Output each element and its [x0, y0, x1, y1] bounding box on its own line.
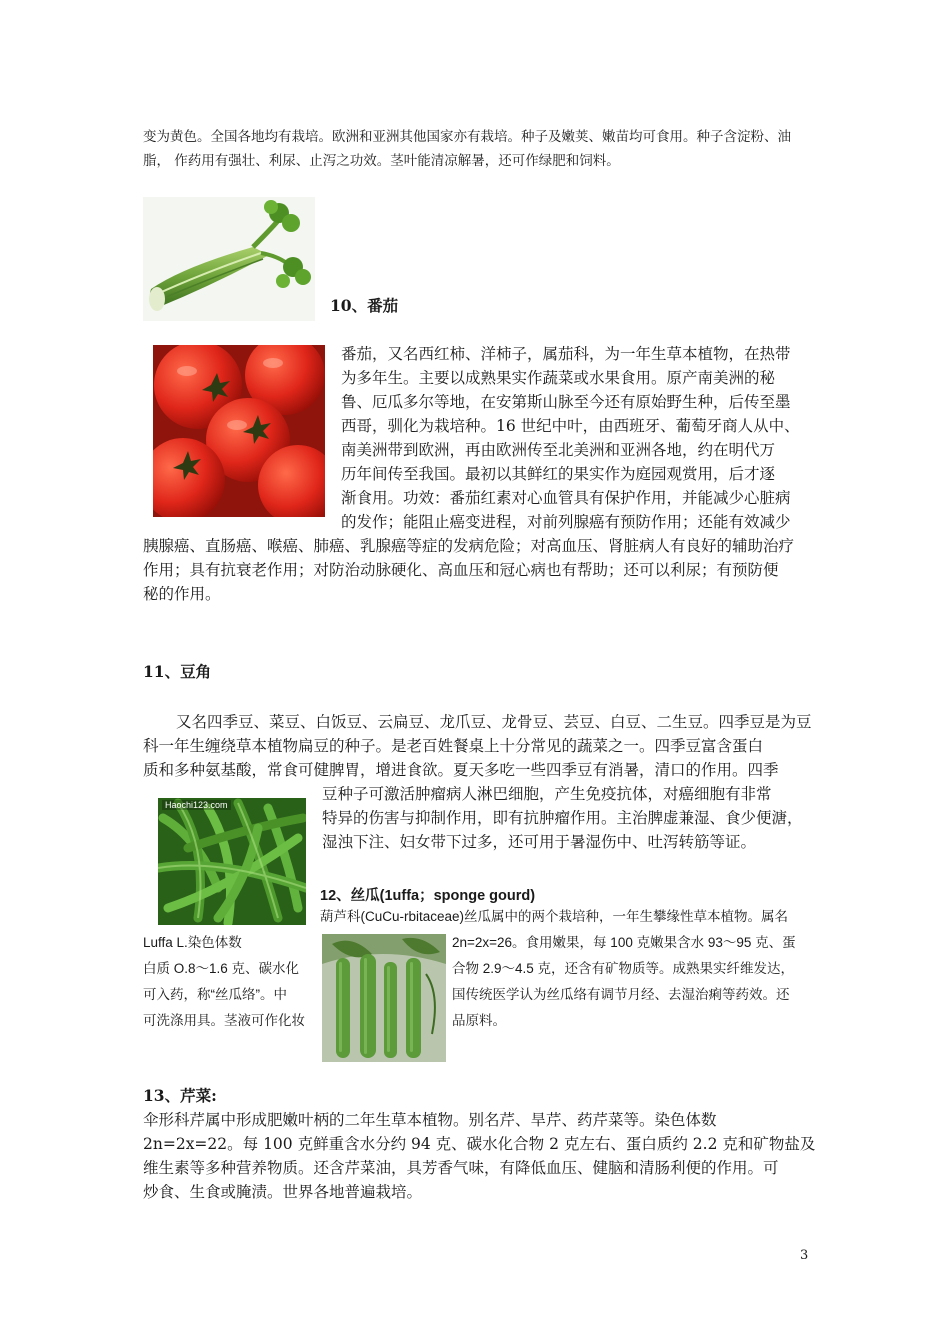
section-10-line-8: 的发作；能阻止癌变进程，对前列腺癌有预防作用；还能有效减少: [341, 513, 791, 531]
section-12-heading: 12、丝瓜(1uffa；sponge gourd): [320, 888, 536, 904]
section-12-left-line-1: Luffa L.染色体数: [143, 935, 242, 950]
section-13-heading: 13、芹菜:: [143, 1086, 217, 1105]
section-12-left-line-4: 可洗涤用具。茎液可作化妆: [143, 1013, 305, 1028]
section-12-right-line-3: 合物 2.9～4.5 克，还含有矿物质等。成熟果实纤维发达，: [452, 961, 795, 976]
section-12-right-line-4: 国传统医学认为丝瓜络有调节月经、去湿治痢等药效。还: [452, 987, 790, 1002]
section-11-line-6: 湿浊下注、妇女带下过多，还可用于暑湿伤中、吐泻转筋等证。: [322, 833, 757, 851]
watermark-text: Haochi123.com: [162, 800, 231, 810]
section-10-line-3: 鲁、厄瓜多尔等地，在安第斯山脉至今还有原始野生种，后传至墨: [341, 393, 791, 411]
section-10-line-4: 西哥，驯化为栽培种。16 世纪中叶，由西班牙、葡萄牙商人从中、: [341, 417, 800, 435]
section-11-line-4: 豆种子可激活肿瘤病人淋巴细胞，产生免疫抗体，对癌细胞有非常: [322, 785, 772, 803]
section-10-line-7: 渐食用。功效：番茄红素对心血管具有保护作用，并能减少心脏病: [341, 489, 791, 507]
top-paragraph-line-1: 变为黄色。全国各地均有栽培。欧洲和亚洲其他国家亦有栽培。种子及嫩荚、嫩苗均可食用。种子含淀粉、油: [143, 129, 791, 145]
luffa-image: [322, 934, 446, 1062]
section-10-line-9: 胰腺癌、直肠癌、喉癌、肺癌、乳腺癌等症的发病危险；对高血压、肾脏病人有良好的辅助治疗: [143, 537, 795, 555]
section-13-line-1: 伞形科芹属中形成肥嫩叶柄的二年生草本植物。别名芹、旱芹、药芹菜等。染色体数: [143, 1111, 717, 1129]
section-10-line-11: 秘的作用。: [143, 585, 221, 603]
section-12-right-line-2: 2n=2x=26。食用嫩果，每 100 克嫩果含水 93～95 克、蛋: [452, 935, 796, 950]
section-13-line-3: 维生素等多种营养物质。还含芹菜油，具芳香气味，有降低血压、健脑和清肠利便的作用。可: [143, 1159, 779, 1177]
section-12-right-line-1: 葫芦科(CuCu-rbitaceae)丝瓜属中的两个栽培种，一年生攀缘性草本植物。属名: [320, 909, 789, 924]
section-12-left-line-3: 可入药，称“丝瓜络”。中: [143, 987, 287, 1002]
section-10-line-5: 南美洲带到欧洲，再由欧洲传至北美洲和亚洲各地，约在明代万: [341, 441, 776, 459]
section-11-line-1: 又名四季豆、菜豆、白饭豆、云扁豆、龙爪豆、龙骨豆、芸豆、白豆、二生豆。四季豆是为豆: [176, 713, 812, 731]
green-beans-image: [158, 798, 306, 925]
section-13-line-4: 炒食、生食或腌渍。世界各地普遍栽培。: [143, 1183, 423, 1201]
top-paragraph-line-2: 脂， 作药用有强壮、利尿、止泻之功效。茎叶能清凉解暑，还可作绿肥和饲料。: [143, 153, 620, 169]
page-number: 3: [800, 1248, 809, 1263]
tomato-image: [153, 345, 325, 517]
section-10-line-10: 作用；具有抗衰老作用；对防治动脉硬化、高血压和冠心病也有帮助；还可以利尿；有预防便: [143, 561, 779, 579]
section-12-left-line-2: 白质 O.8～1.6 克、碳水化: [143, 961, 300, 976]
section-10-heading: 10、番茄: [330, 296, 399, 315]
section-13-line-2: 2n=2x=22。每 100 克鲜重含水分约 94 克、碳水化合物 2 克左右、蛋白质约 2.2 克和矿物盐及: [143, 1135, 816, 1153]
section-11-line-3: 质和多种氨基酸，常食可健脾胃，增进食欲。夏天多吃一些四季豆有消暑，清口的作用。四季: [143, 761, 779, 779]
celery-image: [143, 197, 315, 321]
section-11-line-5: 特异的伤害与抑制作用，即有抗肿瘤作用。主治脾虚兼湿、食少便溏，: [322, 809, 803, 827]
section-10-line-1: 番茄，又名西红柿、洋柿子，属茄科，为一年生草本植物，在热带: [341, 345, 791, 363]
section-11-line-2: 科一年生缠绕草本植物扁豆的种子。是老百姓餐桌上十分常见的蔬菜之一。四季豆富含蛋白: [143, 737, 764, 755]
section-11-heading: 11、豆角: [143, 662, 212, 681]
section-12-right-line-5: 品原料。: [452, 1013, 506, 1028]
section-10-line-2: 为多年生。主要以成熟果实作蔬菜或水果食用。原产南美洲的秘: [341, 369, 776, 387]
section-10-line-6: 历年间传至我国。最初以其鲜红的果实作为庭园观赏用，后才逐: [341, 465, 776, 483]
